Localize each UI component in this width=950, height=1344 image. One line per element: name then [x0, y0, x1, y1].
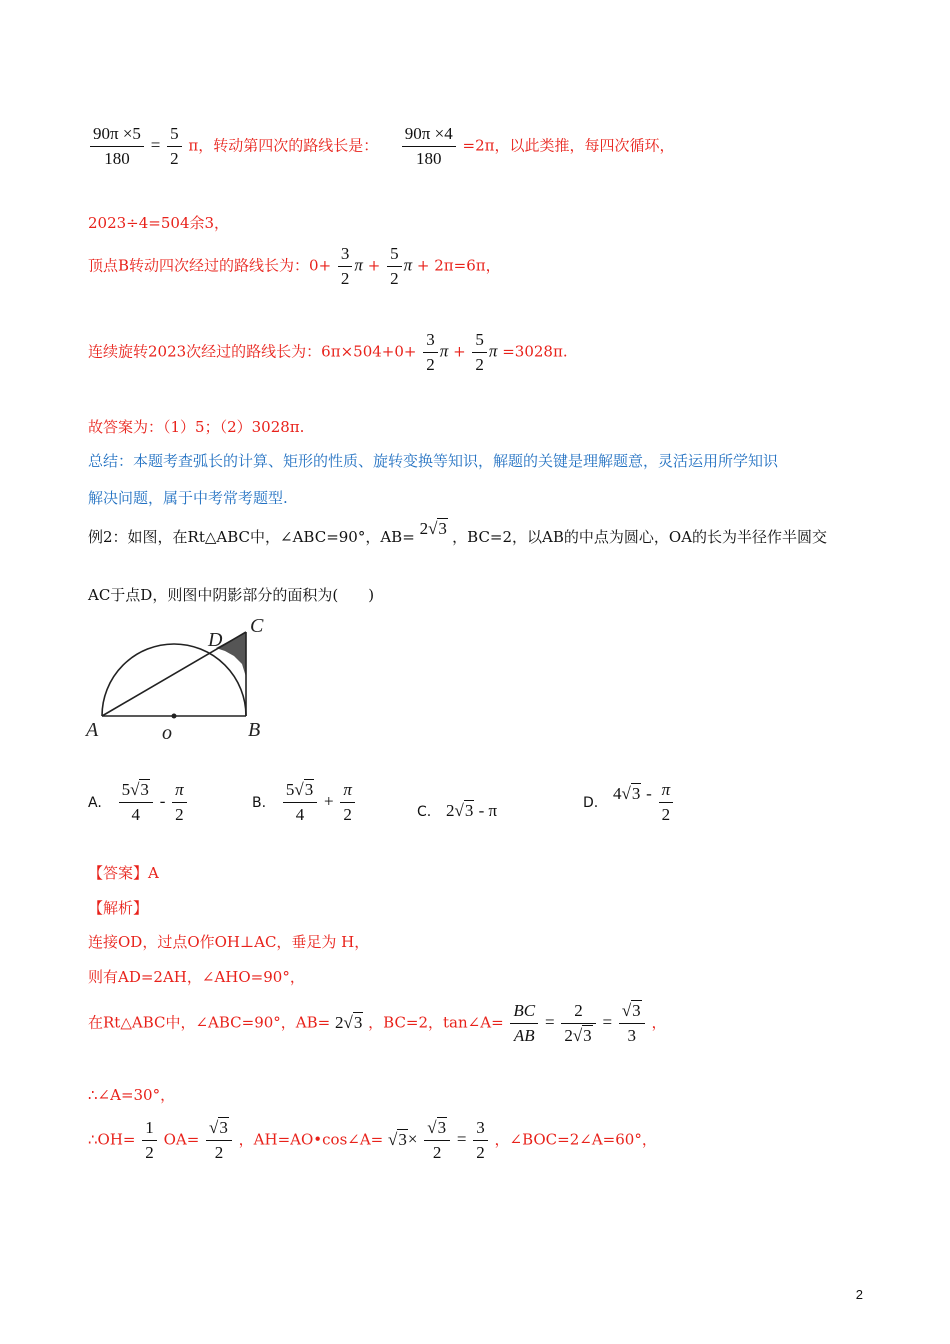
fraction: $\frac{3}{2}$	[473, 1118, 488, 1163]
solution-line-4: ∴∠A=30°，	[88, 1086, 176, 1104]
option-a[interactable]: A. $\frac{5√3}{4}$ - $\frac{\pi}{2}$	[88, 780, 189, 825]
arc-length-line-1: $\frac{90\pi \times 5}{180}$ = $\frac{5}{2}$ π，转动第四次的路线长是： $\frac{90\pi \times 4}{180}$ =2π，以此类推，每四次循环，	[88, 124, 674, 169]
answer-tag: 【答案】A	[88, 864, 159, 882]
label-c: C	[250, 615, 264, 637]
example-2-line-2: AC于点D，则图中阴影部分的面积为( )	[88, 586, 375, 604]
division-line: 2023÷4=504余3，	[88, 214, 230, 232]
solution-line-2: 则有AD=2AH，∠AHO=90°，	[88, 968, 305, 986]
fraction: $\frac{5}{2}$	[387, 244, 402, 289]
summary-line-2: 解决问题，属于中考常考题型.	[88, 489, 288, 507]
solution-line-3: 在Rt△ABC中，∠ABC=90°，AB= 2√3 ，BC=2，tan∠A= $\frac{BC}{AB}$ = $\frac{2}{2√3}$ = $\frac{√3}{3}$ ，	[88, 1001, 667, 1045]
2023-rotations-line: 连续旋转2023次经过的路线长为：6π×504+0+ $\frac{3}{2}$ π + $\frac{5}{2}$ π =3028π.	[88, 330, 568, 374]
fraction: $\frac{√3}{3}$	[619, 1001, 645, 1046]
option-d[interactable]: D. 4√3 - $\frac{\pi}{2}$	[583, 780, 675, 825]
fraction: $\frac{√3}{2}$	[424, 1118, 450, 1163]
fraction: $\frac{90\pi \times 4}{180}$	[402, 124, 456, 169]
option-b[interactable]: B. $\frac{5√3}{4}$ + $\frac{\pi}{2}$	[252, 780, 357, 825]
fraction: $\frac{2}{2√3}$	[561, 1001, 595, 1046]
fraction: $\frac{5}{2}$	[472, 330, 487, 375]
example-2-line-1: 例2：如图，在Rt△ABC中，∠ABC=90°，AB= 2√3 ，BC=2，以AB的中点为圆心，OA的长为半径作半圆交	[88, 519, 828, 546]
fraction: $\frac{1}{2}$	[142, 1118, 157, 1163]
fraction: $\frac{3}{2}$	[338, 244, 353, 289]
analysis-tag: 【解析】	[88, 899, 149, 917]
label-o: o	[162, 722, 172, 744]
label-a: A	[86, 719, 99, 741]
label-d: D	[208, 629, 223, 651]
sqrt-expression: 2√3	[419, 519, 447, 538]
fraction: $\frac{5√3}{4}$	[283, 780, 317, 825]
fraction: $\frac{√3}{2}$	[206, 1118, 232, 1163]
fraction: $\frac{\pi}{2}$	[340, 780, 355, 825]
option-c[interactable]: C. 2√3 - π	[417, 801, 498, 820]
fraction: $\frac{90\pi \times 5}{180}$	[90, 124, 144, 169]
solution-line-5: ∴OH= $\frac{1}{2}$ OA= $\frac{√3}{2}$ ，AH=AO•cos∠A= √3× $\frac{√3}{2}$ = $\frac{3}{2}$ ，∠BOC=2∠A=60°，	[88, 1118, 657, 1162]
fraction: $\frac{5}{2}$	[167, 124, 182, 169]
answer-line: 故答案为：（1）5；（2）3028π.	[88, 418, 305, 436]
semicircle-arc	[102, 644, 246, 716]
page-number: 2	[855, 1287, 863, 1302]
fraction: $\frac{\pi}{2}$	[659, 780, 674, 825]
center-point-o	[172, 714, 177, 719]
fraction: $\frac{5√3}{4}$	[119, 780, 153, 825]
solution-line-1: 连接OD，过点O作OH⊥AC，垂足为 H，	[88, 933, 370, 951]
fraction: $\frac{3}{2}$	[423, 330, 438, 375]
semicircle-figure	[84, 612, 284, 747]
fraction: $\frac{BC}{AB}$	[510, 1001, 538, 1046]
fraction: $\frac{\pi}{2}$	[172, 780, 187, 825]
label-b: B	[248, 719, 261, 741]
summary-line-1: 总结：本题考查弧长的计算、矩形的性质、旋转变换等知识，解题的关键是理解题意，灵活运用所学知识	[88, 452, 779, 470]
four-rotations-line: 顶点B转动四次经过的路线长为：0+ $\frac{3}{2}$ π + $\frac{5}{2}$ π + 2π=6π，	[88, 244, 501, 288]
